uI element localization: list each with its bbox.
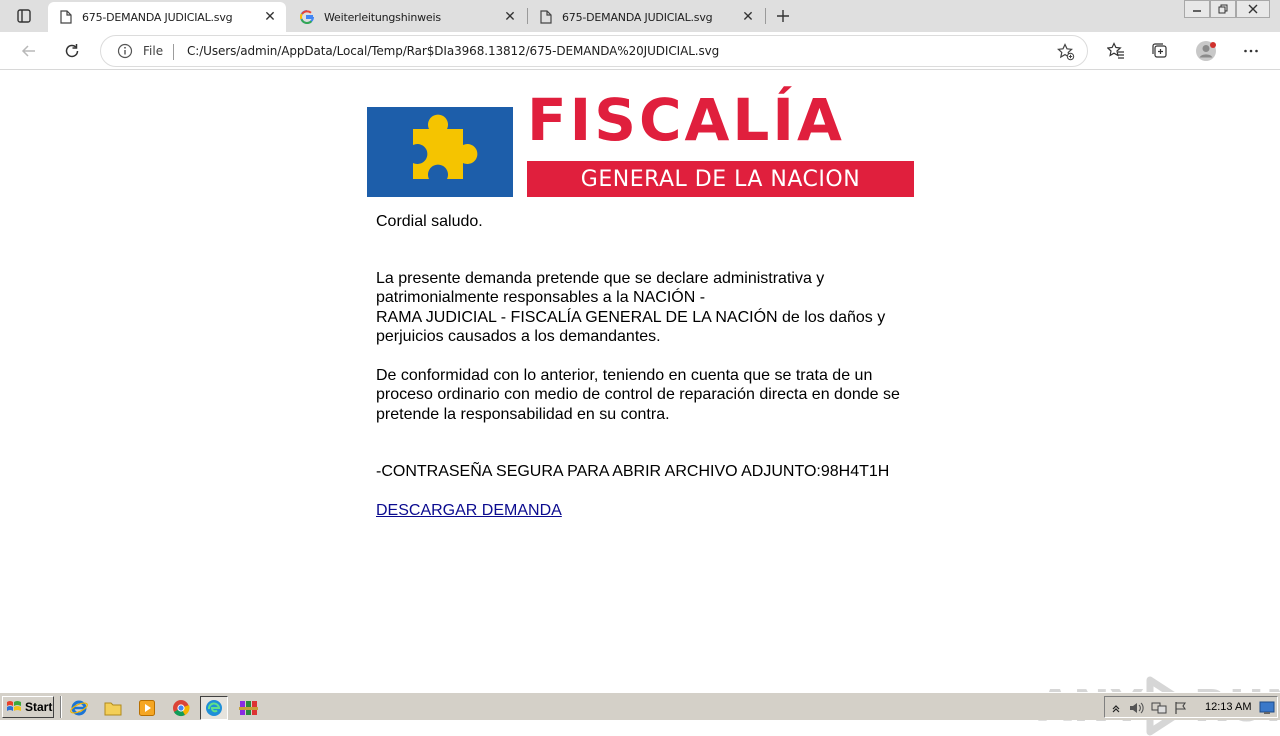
tab-actions-menu-button[interactable] [8,4,40,28]
internet-explorer-icon [70,699,88,717]
edge-icon [205,699,223,717]
explorer-launcher[interactable] [103,698,123,718]
puzzle-piece-icon [367,107,513,197]
new-tab-button[interactable] [770,4,796,28]
password-line: -CONTRASEÑA SEGURA PARA ABRIR ARCHIVO ADJUNTO:98H4T1H [376,463,890,480]
tab-demanda-2[interactable] [528,2,764,32]
chrome-launcher[interactable] [171,698,191,718]
windows-logo-icon [6,700,22,714]
tab-title: 675-DEMANDA JUDICIAL.svg [82,10,233,24]
back-button[interactable] [14,36,44,66]
download-demand-link[interactable]: DESCARGAR DEMANDA [376,502,562,519]
close-tab-button[interactable]: ✕ [264,9,276,25]
info-icon[interactable] [117,43,133,59]
internet-explorer-launcher[interactable] [69,698,89,718]
greeting: Cordial saludo. [376,213,483,230]
chevron-up-icon [1111,703,1121,713]
refresh-icon [64,43,80,59]
start-label: Start [25,700,53,714]
more-icon [1243,43,1259,59]
show-desktop-button[interactable] [1259,700,1275,716]
minimize-icon [1192,4,1202,14]
start-button[interactable] [2,696,54,718]
flag-icon [1174,701,1188,715]
restore-icon [1218,4,1228,14]
chrome-icon [172,699,190,717]
paragraph-line: pretende la responsabilidad en su contra. [376,405,670,423]
document-icon [540,10,552,24]
paragraph-procedure [376,366,900,424]
paragraph-claim [376,269,885,347]
edge-taskbar-button[interactable] [200,696,228,720]
winrar-taskbar-button[interactable] [234,698,264,718]
close-tab-button[interactable]: ✕ [742,9,754,25]
page-content [0,71,1280,691]
paragraph-line: patrimonialmente responsables a la NACIÓN - [376,289,706,307]
address-bar[interactable] [100,35,1088,67]
clock[interactable]: 12:13 AM [1205,701,1252,713]
minimize-button[interactable] [1184,0,1210,18]
paragraph-line: perjuicios causados a los demandantes. [376,328,661,346]
paragraph-line: RAMA JUDICIAL - FISCALÍA GENERAL DE LA NACIÓN de los daños y [376,308,886,326]
document-icon [60,10,72,24]
tab-title: 675-DEMANDA JUDICIAL.svg [562,10,713,24]
close-tab-button[interactable]: ✕ [504,9,516,25]
collections-button[interactable] [1145,36,1175,66]
star-add-icon [1057,43,1075,61]
address-separator [173,44,174,60]
logo-blue-panel [367,107,513,197]
tab-actions-icon [16,8,32,24]
paragraph-line: La presente demanda pretende que se declare administrativa y [376,270,825,287]
folder-icon [104,699,122,717]
media-player-launcher[interactable] [137,698,157,718]
close-window-button[interactable] [1236,0,1270,18]
logo-title: FISCALÍA [527,86,845,154]
restore-button[interactable] [1210,0,1236,18]
profile-button[interactable] [1191,36,1221,66]
action-center-tray-icon[interactable] [1173,700,1189,716]
browser-toolbar [0,32,1280,70]
add-favorite-button[interactable] [1055,41,1077,63]
favorites-icon [1107,42,1125,60]
volume-tray-icon[interactable] [1129,700,1145,716]
scheme-label: File [143,44,164,58]
tab-strip [0,0,1280,32]
tab-title: Weiterleitungshinweis [324,10,441,24]
media-player-icon [138,699,156,717]
logo-subtitle: GENERAL DE LA NACION [527,161,914,197]
arrow-left-icon [21,43,37,59]
google-g-icon [300,10,314,24]
url-text[interactable]: C:/Users/admin/AppData/Local/Temp/Rar$DIa3968.13812/675-DEMANDA%20JUDICIAL.svg [187,44,720,58]
tab-separator [765,8,766,24]
fiscalia-logo [367,86,915,197]
refresh-button[interactable] [57,36,87,66]
winrar-icon [238,699,260,717]
taskbar [0,692,1280,720]
taskbar-divider [60,696,62,718]
paragraph-line: De conformidad con lo anterior, teniendo en cuenta que se trata de un [376,367,873,384]
settings-more-button[interactable] [1236,36,1266,66]
system-tray [1104,696,1278,718]
speaker-icon [1129,701,1145,715]
desktop-icon [1259,701,1275,715]
plus-icon [776,9,790,23]
network-tray-icon[interactable] [1151,700,1167,716]
avatar-icon [1195,40,1217,62]
tab-demanda-1[interactable] [48,2,286,32]
close-icon [1248,4,1258,14]
favorites-button[interactable] [1101,36,1131,66]
tab-weiterleitungshinweis[interactable] [288,2,526,32]
collections-icon [1151,42,1169,60]
paragraph-line: proceso ordinario con medio de control de reparación directa en donde se [376,386,900,404]
show-hidden-icons-button[interactable] [1108,700,1124,716]
network-icon [1151,701,1167,715]
